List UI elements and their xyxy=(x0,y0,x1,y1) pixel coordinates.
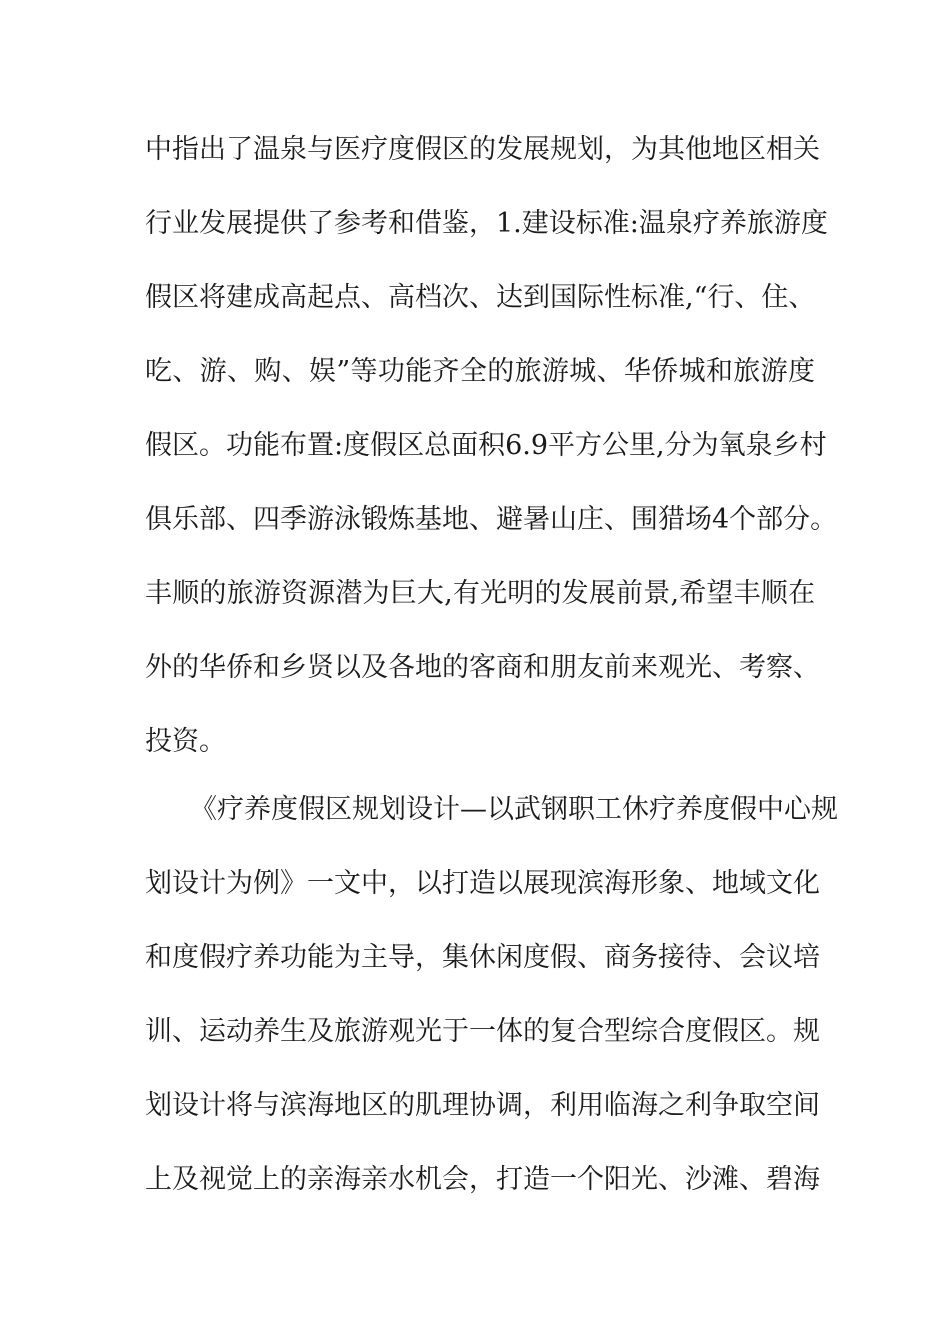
text-line: 假区将建成高起点、高档次、达到国际性标准,“行、住、 xyxy=(145,282,816,313)
text-line: 划设计将与滨海地区的肌理协调，利用临海之利争取空间 xyxy=(145,1090,820,1121)
text-line: 训、运动养生及旅游观光于一体的复合型综合度假区。规 xyxy=(145,1016,820,1047)
text-line: 和度假疗养功能为主导，集休闲度假、商务接待、会议培 xyxy=(145,942,820,973)
text-line: 假区。功能布置:度假区总面积6.9平方公里,分为氧泉乡村 xyxy=(145,430,827,461)
text-line: 吃、游、购、娱”等功能齐全的旅游城、华侨城和旅游度 xyxy=(145,356,815,387)
text-line: 行业发展提供了参考和借鉴，1.建设标准:温泉疗养旅游度 xyxy=(145,208,828,239)
text-line: 中指出了温泉与医疗度假区的发展规划，为其他地区相关 xyxy=(145,134,820,165)
text-line: 俱乐部、四季游泳锻炼基地、避暑山庄、围猎场4个部分。 xyxy=(145,504,838,535)
text-line: 上及视觉上的亲海亲水机会，打造一个阳光、沙滩、碧海 xyxy=(145,1164,820,1195)
text-line: 外的华侨和乡贤以及各地的客商和朋友前来观光、考察、 xyxy=(145,652,820,683)
text-line: 丰顺的旅游资源潜为巨大,有光明的发展前景,希望丰顺在 xyxy=(145,578,815,609)
text-line: 《疗养度假区规划设计—以武钢职工休疗养度假中心规 xyxy=(190,794,838,825)
text-line: 划设计为例》一文中，以打造以展现滨海形象、地域文化 xyxy=(145,868,820,899)
text-line: 投资。 xyxy=(145,726,226,757)
